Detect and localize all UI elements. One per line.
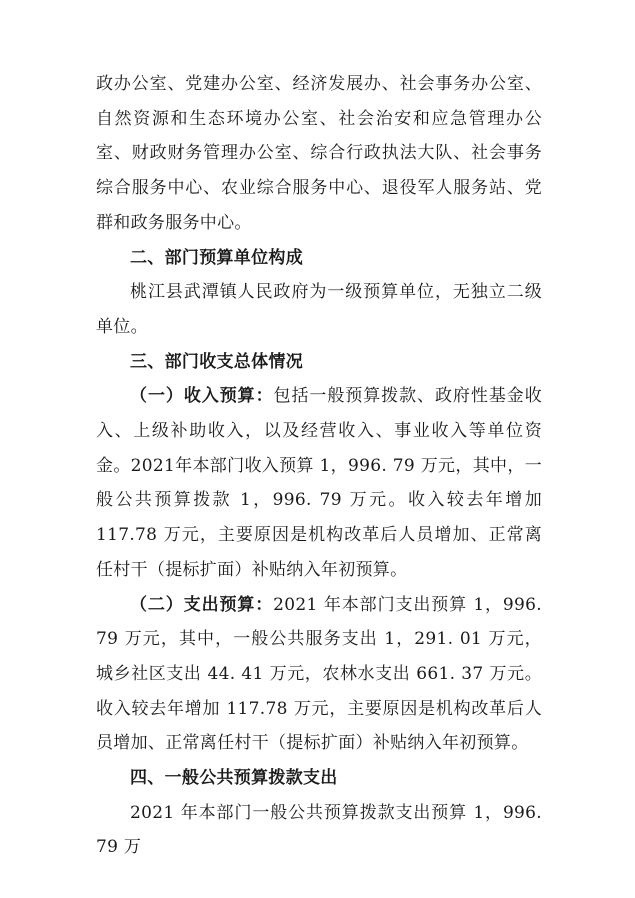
expenditure-budget-body: 2021 年本部门支出预算 1，996. 79 万元，其中，一般公共服务支出 1，291. 01 万元，城乡社区支出 44. 41 万元，农林水支出 661. 37 万元。收入较去年增加 117.78 万元，主要原因是机构改革后人员增加、正常离任村干（提标扩面）补贴纳入年初预算。 bbox=[96, 594, 542, 754]
paragraph-department-list: 政办公室、党建办公室、经济发展办、社会事务办公室、自然资源和生态环境办公室、社会治安和应急管理办公室、财政财务管理办公室、综合行政执法大队、社会事务综合服务中心、农业综合服务中心、退役军人服务站、党群和政务服务中心。 bbox=[96, 74, 542, 233]
document-page bbox=[96, 67, 542, 865]
section-heading-budget-units: 二、部门预算单位构成 bbox=[130, 247, 303, 268]
income-budget-lead: （一）收入预算： bbox=[130, 386, 274, 407]
paragraph-budget-units: 桃江县武潭镇人民政府为一级预算单位，无独立二级单位。 bbox=[96, 282, 542, 337]
section-heading-general-public-budget: 四、一般公共预算拨款支出 bbox=[130, 768, 338, 789]
paragraph-income-budget bbox=[96, 379, 542, 587]
paragraph-general-public-budget: 2021 年本部门一般公共预算拨款支出预算 1，996. 79 万 bbox=[96, 802, 542, 858]
income-budget-body: 包括一般预算拨款、政府性基金收入、上级补助收入，以及经营收入、事业收入等单位资金。2021年本部门收入预算 1，996. 79 万元，其中，一般公共预算拨款 1，996. 79 万元。收入较去年增加 117.78 万元，主要原因是机构改革后人员增加、正常离任村干（提标扩面）补贴纳入年初预算。 bbox=[96, 386, 542, 580]
expenditure-budget-lead: （二）支出预算： bbox=[130, 594, 274, 615]
section-heading-income-expenditure: 三、部门收支总体情况 bbox=[130, 351, 303, 372]
paragraph-expenditure-budget bbox=[96, 588, 542, 762]
